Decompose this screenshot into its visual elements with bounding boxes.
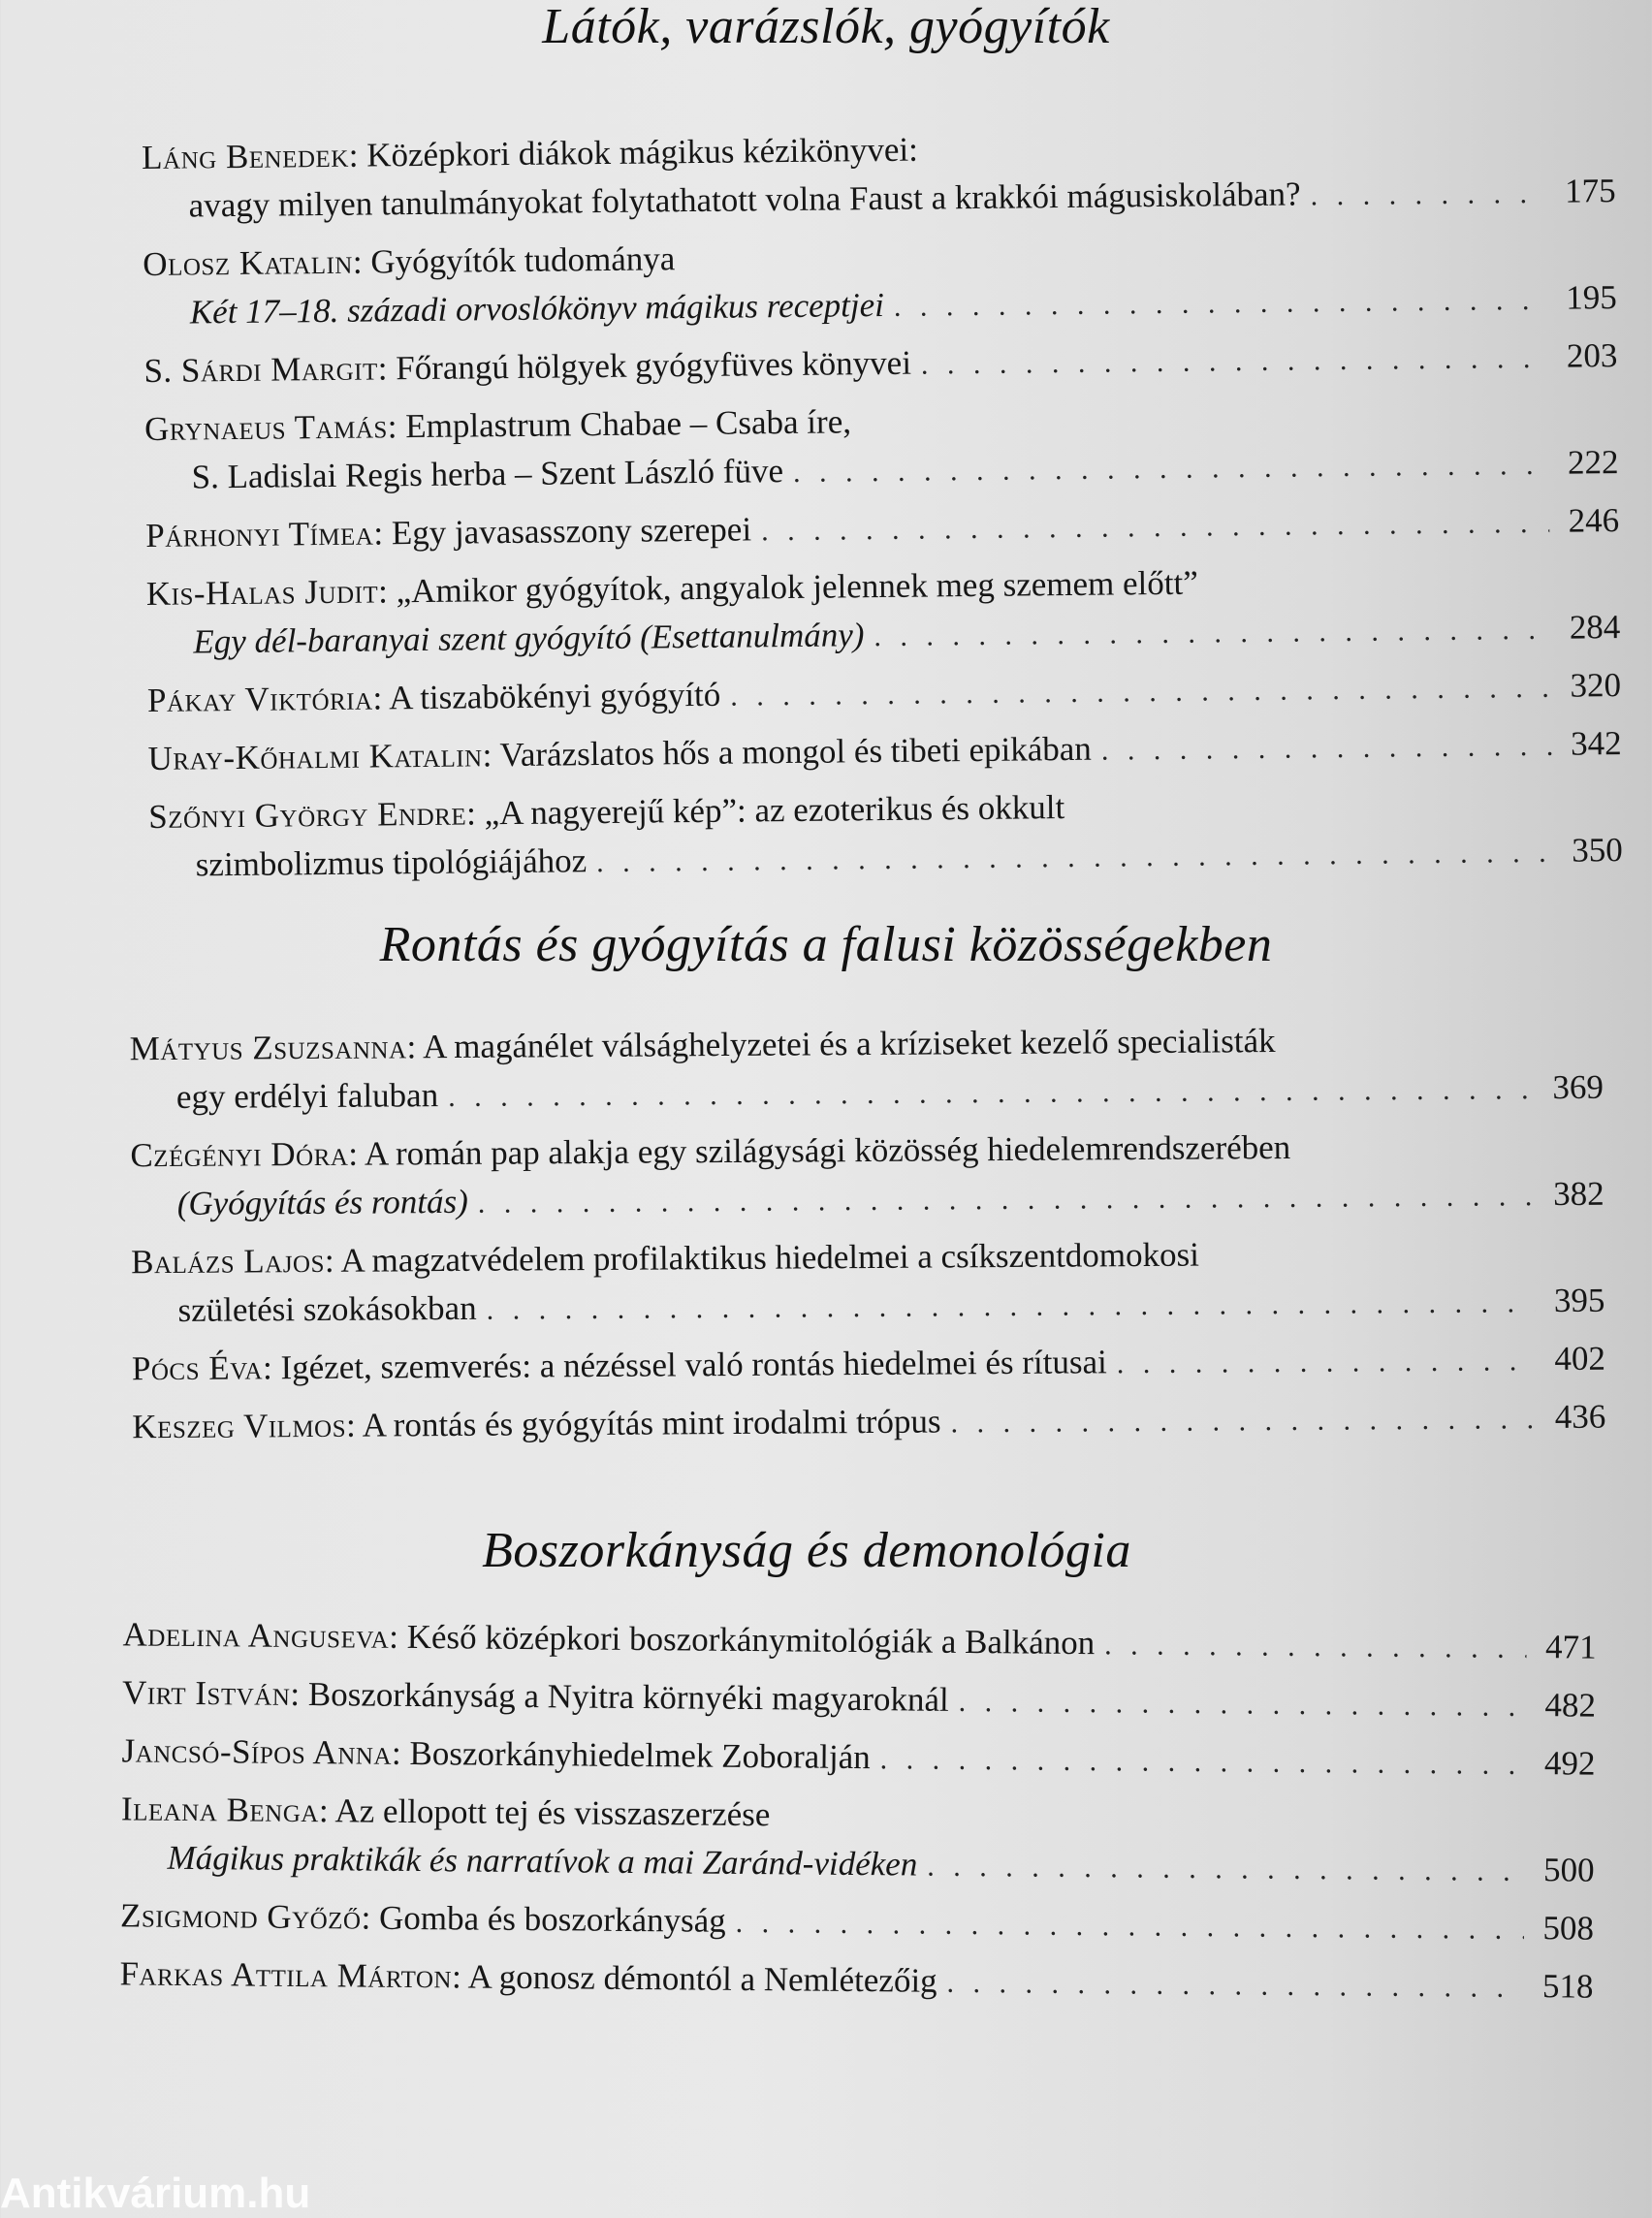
entry-text xyxy=(177,1284,476,1335)
author-name: Virt István xyxy=(121,1673,291,1713)
entry-subtitle: (Gyógyítás és rontás) xyxy=(176,1182,468,1222)
toc-entry xyxy=(144,390,1619,504)
entry-text xyxy=(120,1891,726,1945)
dot-leader xyxy=(478,1172,1535,1228)
entry-title: Főrangú hölgyek gyógyfüves könyvei xyxy=(396,343,912,388)
page-number: 436 xyxy=(1554,1397,1606,1437)
dot-leader xyxy=(1101,722,1552,776)
watermark: Antikvárium.hu xyxy=(0,2170,311,2217)
section-entries xyxy=(142,118,1623,900)
entry-text xyxy=(130,1124,1290,1180)
toc-entry xyxy=(148,777,1623,892)
page-number: 284 xyxy=(1569,608,1621,647)
page-number: 222 xyxy=(1567,443,1619,482)
entry-line xyxy=(131,1170,1604,1231)
entry-text xyxy=(121,1785,771,1839)
author-separator: : xyxy=(465,794,485,833)
page-number: 342 xyxy=(1570,724,1622,763)
entry-subtitle: Mágikus praktikák és narratívok a mai Zaránd-vidéken xyxy=(167,1838,918,1884)
page-number: 320 xyxy=(1570,666,1622,705)
page-number: 175 xyxy=(1564,172,1616,210)
entry-text xyxy=(147,671,721,725)
author-separator: : xyxy=(348,136,367,174)
author-separator: : xyxy=(451,1957,468,1996)
section-entries xyxy=(119,1610,1597,2020)
author-separator: : xyxy=(391,1733,410,1772)
dot-leader xyxy=(761,499,1550,556)
page-number: 482 xyxy=(1544,1686,1597,1725)
entry-line xyxy=(130,1063,1604,1125)
entry-title: A magánélet válsághelyzetei és a kríziseket kezelő specialisták xyxy=(422,1022,1276,1066)
entry-text xyxy=(119,1949,937,2005)
section-title: Rontás és gyógyítás a falusi közösségekben xyxy=(379,917,1273,972)
entry-title: Gyógyítók tudománya xyxy=(370,239,676,281)
entry-title: szimbolizmus tipológiájához xyxy=(195,841,588,884)
dot-leader xyxy=(793,441,1549,497)
author-name: Láng Benedek xyxy=(141,136,349,176)
entry-title: „A nagyerejű kép”: az ezoterikus és okkult xyxy=(484,788,1065,833)
entry-text xyxy=(132,1338,1107,1393)
entry-text xyxy=(143,235,676,289)
entry-subtitle: Egy dél-baranyai szent gyógyító (Esettanulmány) xyxy=(193,616,865,661)
entry-title: A magzatvédelem profilaktikus hiedelmei a csíkszentdomokosi xyxy=(340,1235,1200,1280)
page-number: 492 xyxy=(1543,1744,1596,1783)
author-name: Kis-Halas Judit xyxy=(145,572,379,613)
dot-leader xyxy=(1310,170,1546,221)
author-separator: : xyxy=(482,736,500,775)
entry-title: „Amikor gyógyítok, angyalok jelennek meg szemem előtt” xyxy=(396,563,1198,611)
dot-leader xyxy=(448,1065,1534,1122)
entry-title: A tiszabökényi gyógyító xyxy=(388,675,721,717)
entry-text xyxy=(144,397,851,454)
page-number: 395 xyxy=(1553,1281,1605,1320)
entry-title: avagy milyen tanulmányokat folytathatott volna Faust a krakkói mágusiskolában? xyxy=(188,174,1301,225)
author-separator: : xyxy=(373,514,393,553)
author-separator: : xyxy=(352,242,371,281)
dot-leader xyxy=(879,1735,1525,1790)
entry-title: Gomba és boszorkányság xyxy=(378,1898,726,1940)
author-separator: : xyxy=(345,1406,363,1444)
entry-title: Emplastrum Chabae – Csaba íre, xyxy=(405,402,852,446)
author-name: S. Sárdi Margit xyxy=(143,349,378,390)
entry-title: Késő középkori boszorkánymitológiák a Balkánon xyxy=(406,1617,1096,1663)
entry-text xyxy=(121,1727,871,1782)
author-name: Keszeg Vilmos xyxy=(132,1406,347,1446)
author-name: Jancsó-Sípos Anna xyxy=(121,1731,393,1772)
dot-leader xyxy=(736,1899,1525,1954)
author-separator: : xyxy=(361,1898,380,1937)
dot-leader xyxy=(946,1959,1523,2012)
author-name: Olosz Katalin xyxy=(143,242,354,283)
toc-entry xyxy=(132,1335,1605,1396)
entry-title: A gonosz démontól a Nemlétezőig xyxy=(467,1957,937,2000)
author-name: Ileana Benga xyxy=(120,1790,320,1830)
author-separator: : xyxy=(290,1674,309,1714)
entry-text xyxy=(143,339,911,396)
toc-entry xyxy=(120,1785,1595,1896)
entry-subtitle: Két 17–18. századi orvoslókönyv mágikus receptjei xyxy=(189,285,885,332)
entry-line xyxy=(131,1277,1604,1338)
author-name: Pákay Viktória xyxy=(146,679,373,719)
toc-entry xyxy=(142,118,1616,233)
entry-text xyxy=(188,170,1300,230)
page-number: 350 xyxy=(1572,831,1623,870)
page-number: 402 xyxy=(1554,1339,1606,1378)
page-number: 246 xyxy=(1568,501,1620,540)
page-number: 382 xyxy=(1553,1174,1604,1214)
section-title: Látók, varázslók, gyógyítók xyxy=(542,0,1110,54)
dot-leader xyxy=(874,606,1550,661)
section-title: Boszorkányság és demonológia xyxy=(482,1523,1131,1578)
toc-entry xyxy=(132,1393,1605,1454)
entry-title: Boszorkányhiedelmek Zoboralján xyxy=(409,1733,871,1777)
dot-leader xyxy=(959,1678,1527,1731)
entry-title: Boszorkányság a Nyitra környéki magyaroknál xyxy=(307,1675,949,1719)
entry-title: Varázslatos hős a mongol és tibeti epikában xyxy=(499,729,1093,775)
author-separator: : xyxy=(372,679,390,717)
author-name: Zsigmond Győző xyxy=(119,1896,362,1937)
entry-text xyxy=(122,1668,949,1724)
dot-leader xyxy=(921,334,1548,390)
entry-text xyxy=(145,505,751,560)
toc-entry xyxy=(131,1228,1605,1338)
entry-text xyxy=(196,837,588,889)
page-number: 369 xyxy=(1552,1067,1604,1107)
entry-title: A román pap alakja egy szilágysági közösség hiedelemrendszerében xyxy=(364,1127,1291,1173)
author-separator: : xyxy=(377,349,397,388)
entry-text xyxy=(148,783,1064,841)
dot-leader xyxy=(596,829,1553,887)
dot-leader xyxy=(927,1843,1525,1896)
entry-title: Középkori diákok mágikus kézikönyvei: xyxy=(366,130,919,174)
section-entries xyxy=(129,1015,1605,1462)
dot-leader xyxy=(950,1395,1536,1447)
author-name: Balázs Lajos xyxy=(131,1241,326,1282)
author-separator: : xyxy=(262,1348,281,1387)
page-number: 508 xyxy=(1542,1909,1595,1948)
dot-leader xyxy=(730,664,1551,721)
dot-leader xyxy=(894,276,1547,332)
entry-line xyxy=(132,1393,1605,1454)
author-name: Szőnyi György Endre xyxy=(148,794,467,836)
dot-leader xyxy=(486,1279,1535,1335)
dot-leader xyxy=(1117,1337,1536,1388)
page-number: 203 xyxy=(1566,336,1618,375)
entry-text xyxy=(132,1397,941,1451)
toc-entry xyxy=(129,1015,1604,1125)
entry-text xyxy=(147,725,1092,783)
entry-text xyxy=(176,1071,438,1122)
entry-title: A rontás és gyógyítás mint irodalmi trópus xyxy=(362,1402,941,1444)
toc-entry xyxy=(146,554,1621,669)
entry-line xyxy=(132,1335,1605,1396)
entry-title: születési szokásokban xyxy=(177,1288,477,1329)
entry-text xyxy=(129,1017,1275,1073)
author-separator: : xyxy=(389,1617,407,1656)
author-separator: : xyxy=(324,1241,341,1280)
page-number: 518 xyxy=(1541,1967,1594,2006)
author-name: Czégényi Dóra xyxy=(130,1134,349,1175)
author-name: Adelina Anguseva xyxy=(122,1615,390,1656)
author-name: Farkas Attila Márton xyxy=(119,1954,453,1996)
author-name: Pócs Éva xyxy=(131,1348,264,1388)
page-number: 195 xyxy=(1566,278,1617,317)
entry-text xyxy=(122,1610,1095,1667)
author-separator: : xyxy=(406,1028,424,1066)
entry-title: Egy javasasszony szerepei xyxy=(391,510,752,553)
entry-title: Az ellopott tej és visszaszerzése xyxy=(334,1791,771,1834)
author-separator: : xyxy=(318,1791,335,1830)
entry-title: egy erdélyi faluban xyxy=(175,1076,439,1116)
page-number: 471 xyxy=(1544,1628,1597,1666)
author-separator: : xyxy=(348,1134,365,1173)
dot-leader xyxy=(1104,1621,1527,1673)
author-name: Párhonyi Tímea xyxy=(145,514,374,554)
entry-text xyxy=(131,1231,1199,1287)
author-name: Mátyus Zsuzsanna xyxy=(129,1028,407,1068)
page-number: 500 xyxy=(1542,1851,1595,1889)
entry-title: Igézet, szemverés: a nézéssel való rontás hiedelmei és rítusai xyxy=(280,1343,1107,1387)
author-name: Uray-Kőhalmi Katalin xyxy=(147,736,483,777)
toc-entry xyxy=(143,225,1617,339)
toc-entry xyxy=(130,1122,1604,1231)
author-separator: : xyxy=(377,572,397,611)
author-name: Grynaeus Tamás xyxy=(143,407,388,448)
entry-text xyxy=(142,126,918,182)
entry-text xyxy=(191,447,783,501)
entry-title: S. Ladislai Regis herba – Szent László füve xyxy=(191,452,784,496)
author-separator: : xyxy=(387,407,406,446)
